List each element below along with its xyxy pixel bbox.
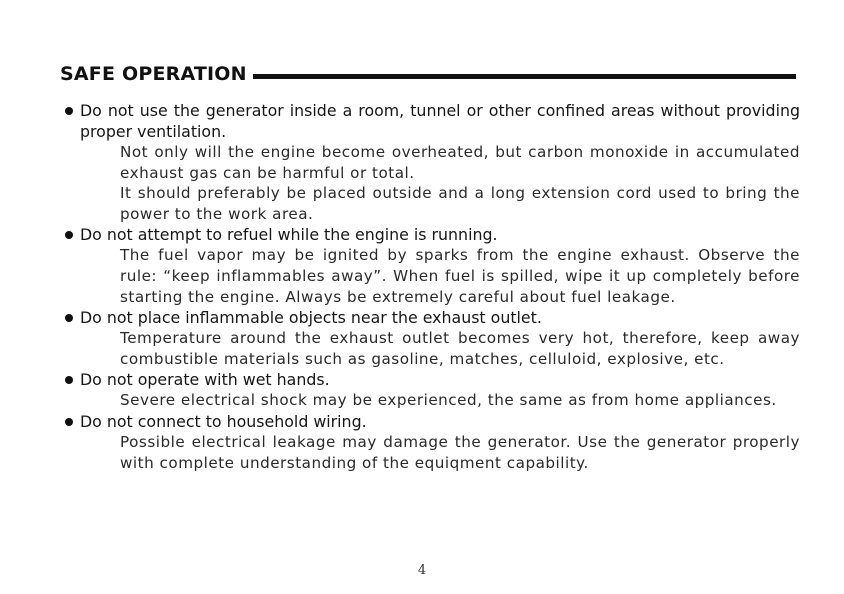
safety-item-refuel: [62, 224, 800, 307]
bullet-icon: [65, 231, 73, 239]
bullet-icon: [65, 376, 73, 384]
bullet-icon: [65, 107, 73, 115]
item-heading: Do not use the generator inside a room, tunnel or other confined areas without providing proper ventilation.: [80, 101, 800, 141]
item-heading: Do not connect to household wiring.: [80, 411, 367, 431]
item-heading: Do not place inflammable objects near the exhaust outlet.: [80, 308, 542, 328]
safety-item-inflammables: [62, 307, 800, 369]
bullet-icon: [65, 418, 73, 426]
safety-item-wet-hands: [62, 369, 800, 411]
safety-item-ventilation: [62, 100, 800, 224]
item-heading: Do not operate with wet hands.: [80, 370, 330, 390]
item-heading: Do not attempt to refuel while the engine is running.: [80, 225, 498, 245]
item-description: Temperature around the exhaust outlet becomes very hot, therefore, keep away combustible materials such as gasoline, matches, celluloid, explosive, etc.: [120, 329, 800, 368]
bullet-icon: [65, 314, 73, 322]
section-header: [60, 61, 796, 87]
safety-list: [62, 100, 800, 473]
safety-item-household-wiring: [62, 411, 800, 473]
item-description: Not only will the engine become overheated, but carbon monoxide in accumulated exhaust gas can be harmful or total.: [120, 143, 800, 182]
item-description: It should preferably be placed outside and a long extension cord used to bring the power to the work area.: [120, 184, 800, 223]
item-description: The fuel vapor may be ignited by sparks from the engine exhaust. Observe the rule: “keep inflammables away”. When fuel is spilled, wipe it up completely before starting the engine. Always be extremely careful about fuel leakage.: [120, 246, 800, 306]
section-title: SAFE OPERATION: [60, 63, 247, 85]
header-rule: [253, 74, 796, 79]
item-description: Severe electrical shock may be experienced, the same as from home appliances.: [120, 391, 777, 410]
item-description: Possible electrical leakage may damage the generator. Use the generator properly with complete understanding of the equiqment capability.: [120, 432, 800, 472]
page-number: 4: [417, 563, 427, 578]
